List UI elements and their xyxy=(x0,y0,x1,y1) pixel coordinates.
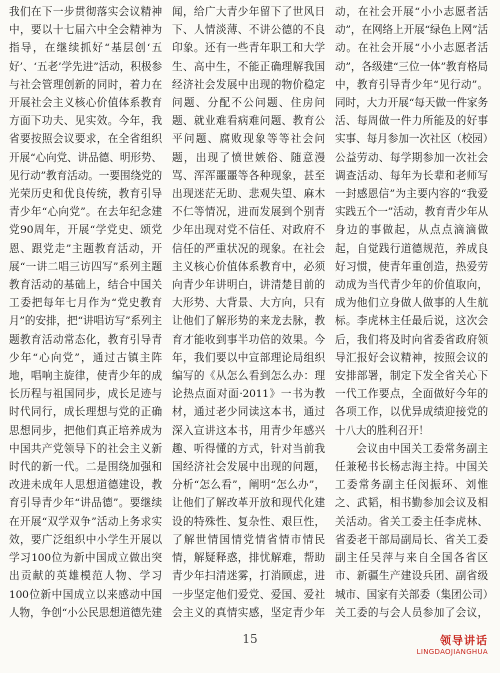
article-paragraph: 闻，给广大青少年留下了世风日下、人情淡薄、不讲公德的不良印象。还有一些青年职工和大学生、高中生，不能正确理解我国经济社会发展中出现的物价稳定问题、分配不公问题、住房问题、就业难看病难问题、教育公平问题、腐败现象等等社会问题，出现了愤世嫉俗、随意漫骂、浑浑噩噩等各种现象，甚至出现迷茫无助、悲观失望、麻木不仁等情况，进而发展到个别青少年出现对党不信任、对政府不信任的严重状况的现象。在社会主义核心价值体系教育中，必须向青少年讲明白，讲清楚目前的大形势、大背景、大方向，只有让他们了解形势的来龙去脉，教育才能收到事半功倍的效果。今年，我们要以中宣部理论局组织编写的《从怎么看到怎么办：理论热点面对面·2011》一书为教材，通过老少同读这本书，通过深入宣讲这本书，用青少年感兴趣、听得懂的方式，针对当前我国经济社会发展中出现的问题，分析“怎么看”，阐明“怎么办”，让他们了解改革开放和现代化建设的特殊性、复杂性、艰巨性，了解世情国情党情省情市情民情，解疑释惑，排忧解难，帮助青少年扫清迷雾，打消顾虑，进一步坚定他们爱党、爱国、爱社会主义的真情实感，坚定青少年 xyxy=(172,6,325,619)
article-columns xyxy=(9,3,489,623)
article-column-3 xyxy=(335,3,488,623)
article-paragraph: 动，在社会开展“小小志愿者活动”，在网络上开展“绿色上网”活动。在社会开展“小小志愿者活动”，各级建“三位一体”教育格局中，教育引导青少年“见行动”。同时，大力开展“每天做一件家务活、每周做一件力所能及的好事实事、每月参加一次社区（校园）公益劳动、每学期参加一次社会调查活动、每年为长辈和老师写一封感恩信”为主要内容的“我爱实践五个一”活动，教育青少年从身边的事做起，从点点滴滴做起，自觉践行道德规范，养成良好习惯，使青年重创造，热爱劳动成为当代青少年的价值取向，成为他们立身做人做事的人生航标。李虎林主任最后说，这次会后，我们将及时向省委省政府领导汇报好会议精神，按照会议的安排部署，制定下发全省关心下一代工作要点，全面做好今年的各项工作，以优异成绩迎接党的十八大的胜利召开！ xyxy=(335,6,488,437)
section-brand-title: 领导讲话 xyxy=(440,634,488,647)
article-column-2 xyxy=(172,3,325,623)
section-brand-pinyin: LINGDAOJIANGHUA xyxy=(416,648,488,656)
page-number: 15 xyxy=(242,632,258,646)
article-column-1 xyxy=(9,3,162,623)
article-paragraph: 我们在下一步贯彻落实会议精神中，要以十七届六中全会精神为指导，在继续抓好“基层创‘五好’、‘五老’学先进”活动，积极参与社会管理创新的同时，着力在开展社会主义核心价值体系教育方面下功夫、见实效。今年，我省要按照会议要求，在全省组织开展“心向党、讲品德、明形势、见行动”教育活动。一要围绕党的光荣历史和优良传统，教育引导青少年“心向党”。在去年纪念建党90周年，开展“学党史、颂党恩、跟党走”主题教育活动，开展“一讲二唱三访四写”系列主题教育活动的基础上，结合中国关工委把每年七月作为“党史教育月”的安排，把“讲唱访写”系列主题教育活动常态化，教育引导青少年“心向党”，通过古镇主阵地，唱响主旋律，使青少年的成长历程与祖国同步，成长足迹与时代同行，成长理想与党的正确思想同步，把他们真正培养成为中国共产党领导下的社会主义新时代的新一代。二是围绕加强和改进未成年人思想道德建设，教育引导青少年“讲品德”。要继续在开展“双学双争”活动上务求实效，要广泛组织中小学生开展以学习100位为新中国成立做出突出贡献的英雄模范人物、学习100位新中国成立以来感动中国人物，争创“小公民思想道德先建 xyxy=(9,6,162,619)
section-brand xyxy=(417,632,488,656)
article-paragraph: 会议由中国关工委常务副主任兼秘书长杨志海主持。中国关工委常务副主任闵振环、刘惟之、武韬，相书勤参加会议及相关活动。省关工委主任李虎林、省委老干部局副局长、省关工委副主任吴萍与来自全国各省区市、新疆生产建设兵团、副省级城市、国家有关部委（集团公司）关工委的与会人员参加了会议， xyxy=(335,442,488,619)
